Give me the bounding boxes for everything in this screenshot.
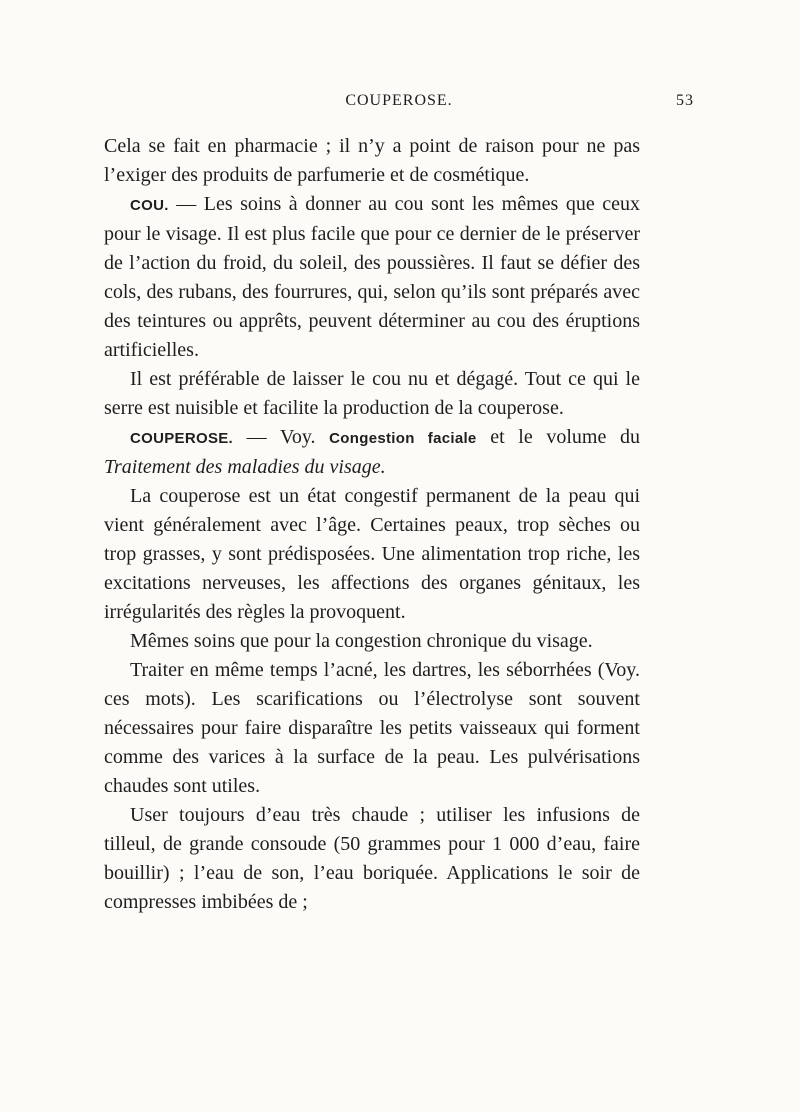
body-text [104, 132, 640, 917]
paragraph-5: La couperose est un état congestif permanent de la peau qui vient généralement avec l’âge. Certaines peaux, trop sèches ou trop grasses, y sont prédisposées. Une alimentation trop riche, les excitations nerveuses, les affections des organes génitaux, les irrégularités des règles la provoquent. [104, 485, 640, 623]
book-title-reference: Traitement des maladies du visage. [104, 456, 386, 478]
paragraph-8: User toujours d’eau très chaude ; utiliser les infusions de tilleul, de grande consoude (50 grammes pour 1 000 d’eau, faire bouillir) ; l’eau de son, l’eau boriquée. Applications le soir de compresses imbibées de ; [104, 804, 640, 913]
entry-couperose-voy: — Voy. [233, 426, 330, 448]
paragraph-3: Il est préférable de laisser le cou nu et dégagé. Tout ce qui le serre est nuisible et facilite la production de la couperose. [104, 368, 640, 419]
paragraph-6: Mêmes soins que pour la congestion chronique du visage. [130, 630, 593, 652]
page-header [104, 92, 694, 116]
cross-reference: Congestion faciale [329, 430, 477, 447]
paragraph-1: Cela se fait en pharmacie ; il n’y a point de raison pour ne pas l’exiger des produits de parfumerie et de cosmétique. [104, 135, 640, 186]
page-number: 53 [676, 92, 694, 109]
entry-term-cou: COU. [130, 197, 169, 214]
entry-cou-text: — Les soins à donner au cou sont les mêmes que ceux pour le visage. Il est plus facile que pour ce dernier de le préserver de l’action du froid, du soleil, des poussières. Il faut se défier des cols, des rubans, des fourrures, qui, selon qu’ils sont préparés avec des teintures ou apprêts, peuvent déterminer au cou des éruptions artificielles. [104, 193, 640, 361]
running-title: COUPEROSE. [345, 92, 453, 109]
entry-couperose [104, 423, 640, 482]
entry-couperose-volume: et le volume du [476, 426, 640, 448]
entry-term-couperose: COUPEROSE. [130, 430, 234, 447]
paragraph-7: Traiter en même temps l’acné, les dartres, les séborrhées (Voy. ces mots). Les scarifications ou l’électrolyse sont souvent nécessaires pour faire disparaître les petits vaisseaux qui forment comme des varices à la surface de la peau. Les pulvérisations chaudes sont utiles. [104, 659, 640, 797]
entry-cou [104, 190, 640, 365]
